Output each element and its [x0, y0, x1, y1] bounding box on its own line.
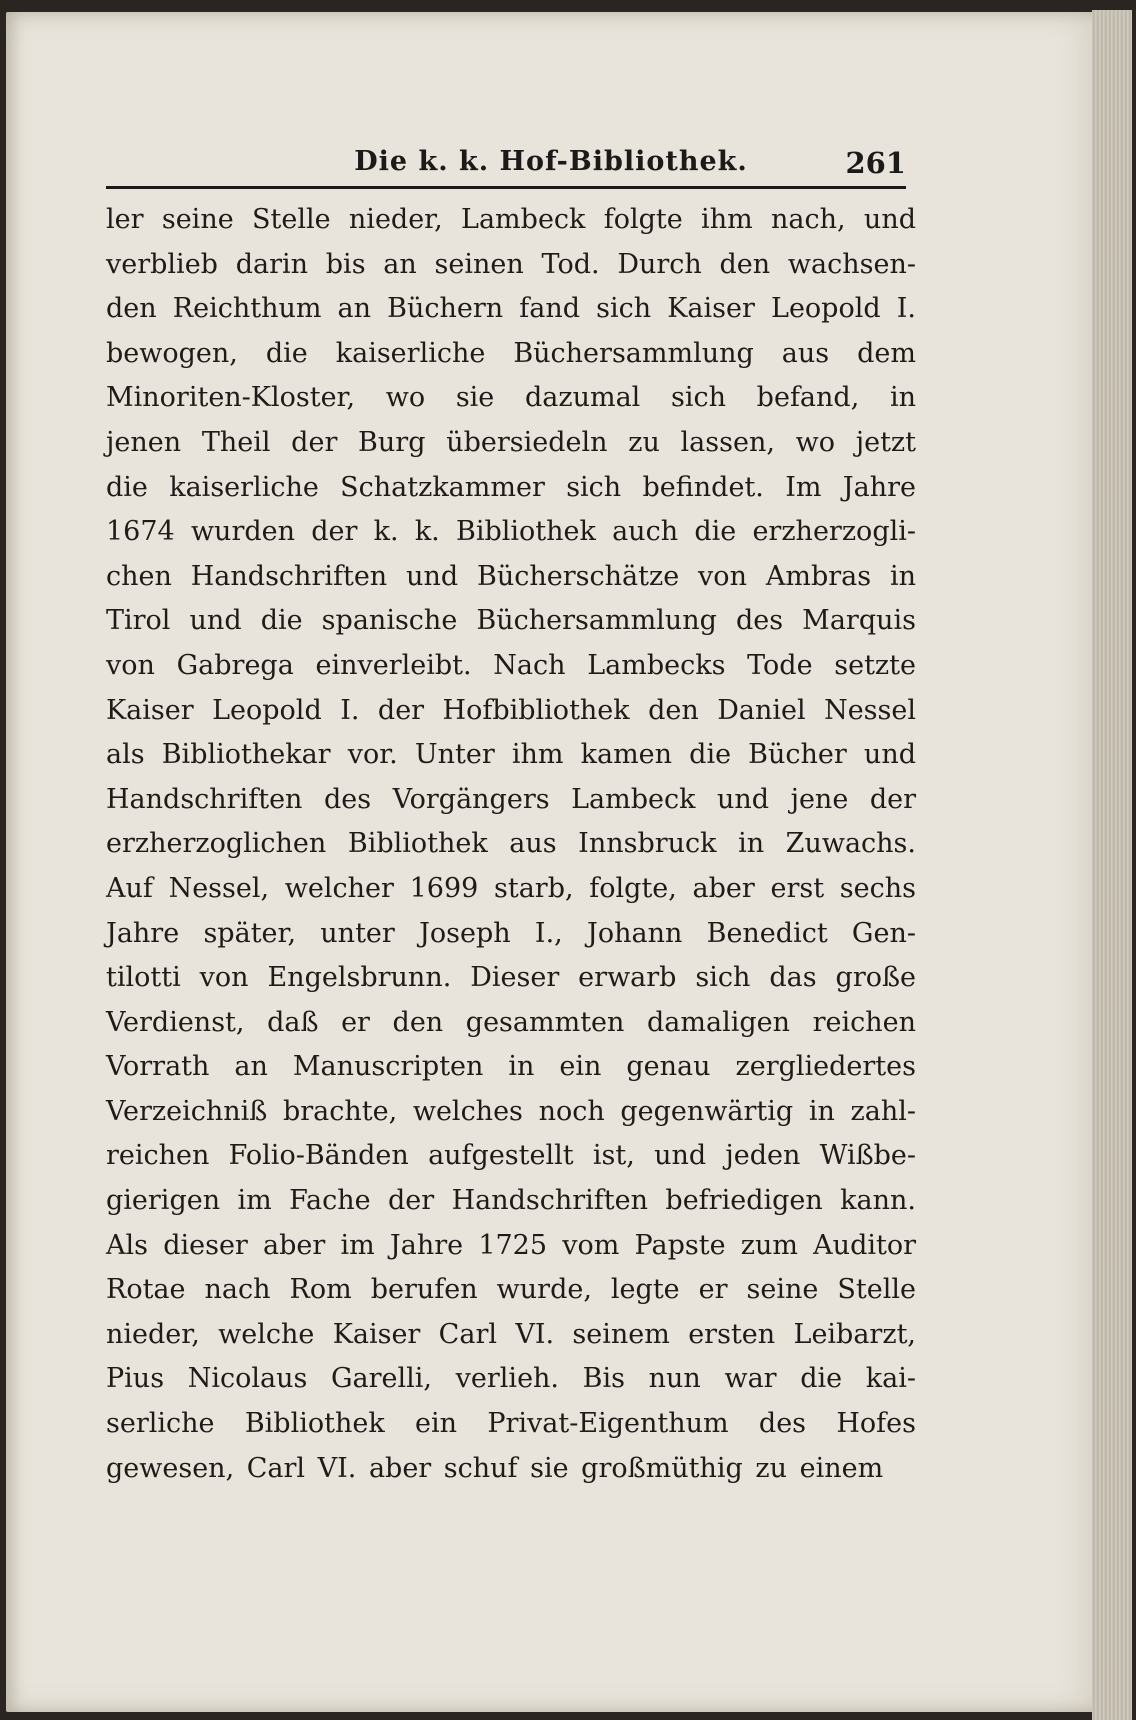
- text-line: Minoriten-Kloster, wo sie dazumal sich befand, in: [106, 382, 916, 414]
- text-line: den Reichthum an Büchern fand sich Kaiser Leopold I.: [106, 293, 916, 325]
- text-line: gierigen im Fache der Handschriften befriedigen kann.: [106, 1185, 916, 1217]
- text-line: Kaiser Leopold I. der Hofbibliothek den Daniel Nessel: [106, 694, 916, 726]
- text-line: gewesen, Carl VI. aber schuf sie großmüthig zu einem: [106, 1452, 884, 1484]
- text-line: reichen Folio-Bänden aufgestellt ist, und jeden Wißbe-: [106, 1140, 916, 1172]
- text-line: Verdienst, daß er den gesammten damaligen reichen: [106, 1006, 916, 1038]
- body-text: [106, 198, 916, 1491]
- text-line: Als dieser aber im Jahre 1725 vom Papste zum Auditor: [106, 1229, 916, 1261]
- text-line: 1674 wurden der k. k. Bibliothek auch die erzherzogli-: [106, 516, 916, 548]
- text-line: Verzeichniß brachte, welches noch gegenwärtig in zahl-: [106, 1095, 916, 1127]
- text-line: chen Handschriften und Bücherschätze von Ambras in: [106, 560, 916, 592]
- text-line: Pius Nicolaus Garelli, verlieh. Bis nun war die kai-: [106, 1363, 916, 1395]
- header-rule: [106, 186, 906, 189]
- text-line: tilotti von Engelsbrunn. Dieser erwarb sich das große: [106, 962, 916, 994]
- page-number: 261: [845, 146, 906, 180]
- text-line: serliche Bibliothek ein Privat-Eigenthum des Hofes: [106, 1408, 916, 1440]
- text-line: verblieb darin bis an seinen Tod. Durch den wachsen-: [106, 248, 916, 280]
- text-line: Vorrath an Manuscripten in ein genau zergliedertes: [106, 1051, 916, 1083]
- text-line: Rotae nach Rom berufen wurde, legte er seine Stelle: [106, 1274, 916, 1306]
- text-line: jenen Theil der Burg übersiedeln zu lassen, wo jetzt: [106, 426, 916, 458]
- text-line: die kaiserliche Schatzkammer sich befindet. Im Jahre: [106, 471, 916, 503]
- text-line: bewogen, die kaiserliche Büchersammlung aus dem: [106, 337, 916, 369]
- book-page: [6, 12, 1104, 1712]
- text-line: Tirol und die spanische Büchersammlung des Marquis: [106, 605, 916, 637]
- page-header: [106, 146, 906, 186]
- text-line: Jahre später, unter Joseph I., Johann Benedict Gen-: [106, 917, 916, 949]
- text-line: als Bibliothekar vor. Unter ihm kamen die Bücher und: [106, 739, 916, 771]
- text-line: Handschriften des Vorgängers Lambeck und jene der: [106, 783, 916, 815]
- page-edge: [1092, 10, 1132, 1720]
- text-line: erzherzoglichen Bibliothek aus Innsbruck in Zuwachs.: [106, 828, 916, 860]
- text-line: nieder, welche Kaiser Carl VI. seinem ersten Leibarzt,: [106, 1318, 916, 1350]
- text-line: ler seine Stelle nieder, Lambeck folgte ihm nach, und: [106, 204, 916, 235]
- text-line: Auf Nessel, welcher 1699 starb, folgte, aber erst sechs: [106, 872, 916, 904]
- running-title: Die k. k. Hof-Bibliothek.: [354, 146, 748, 177]
- text-line: von Gabrega einverleibt. Nach Lambecks Tode setzte: [106, 649, 916, 681]
